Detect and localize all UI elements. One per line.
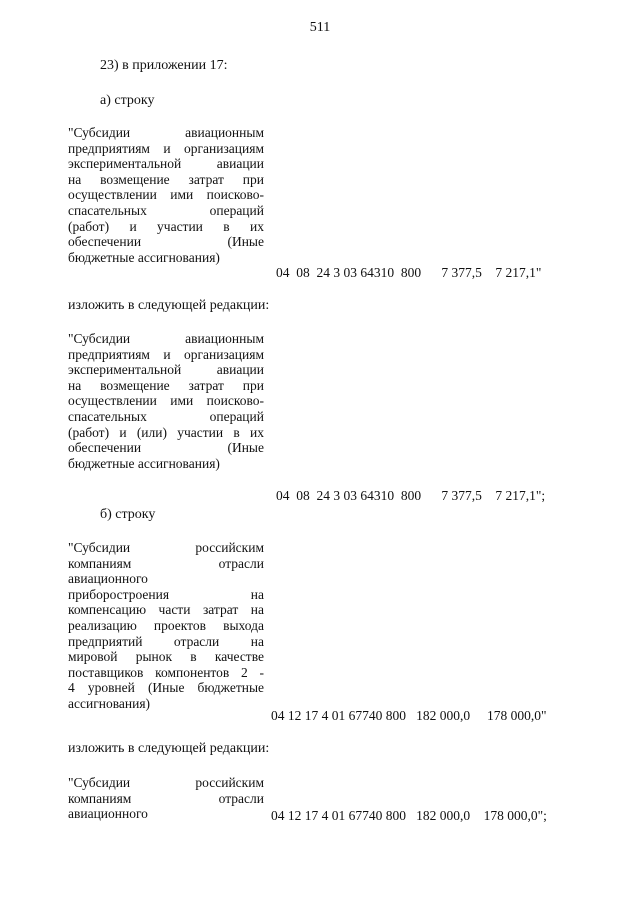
replace-phrase-1: изложить в следующей редакции: — [68, 298, 270, 313]
row-1-line: экспериментальной авиации — [68, 156, 264, 172]
row-1-line: осуществлении ими поисково- — [68, 187, 264, 203]
row-4-line: "Субсидии российским — [68, 775, 264, 790]
row-2-line: осуществлении ими поисково- — [68, 393, 264, 409]
item-intro: 23) в приложении 17: — [100, 58, 228, 73]
row-3-line: реализацию проектов выхода — [68, 617, 264, 633]
row-1-line: на возмещение затрат при — [68, 171, 264, 187]
row-1-line: "Субсидии авиационным — [68, 125, 264, 140]
row-2-line: предприятиям и организациям — [68, 346, 264, 362]
row-2-line: бюджетные ассигнования) — [68, 455, 220, 471]
row-3-line: авиационного — [68, 571, 148, 587]
row-3-line: "Субсидии российским — [68, 540, 264, 555]
row-2-line: "Субсидии авиационным — [68, 331, 264, 346]
row-4-codes: 04 12 17 4 01 67740 800 182 000,0 178 000,0"; — [271, 808, 547, 823]
row-3-codes: 04 12 17 4 01 67740 800 182 000,0 178 000,0" — [271, 708, 547, 723]
row-3-line: мировой рынок в качестве — [68, 649, 264, 665]
row-2-description — [68, 331, 264, 471]
row-3-line: предприятий отрасли на — [68, 633, 264, 649]
row-3-line: компенсацию части затрат на — [68, 602, 264, 618]
row-2-line: спасательных операций — [68, 408, 264, 424]
subitem-a: а) строку — [100, 93, 155, 108]
row-1-line: спасательных операций — [68, 202, 264, 218]
row-3-description — [68, 540, 264, 712]
row-4-line: компаниям отрасли — [68, 790, 264, 806]
row-3-line: ассигнования) — [68, 695, 151, 711]
row-2-line: экспериментальной авиации — [68, 362, 264, 378]
row-2-codes: 04 08 24 3 03 64310 800 7 377,5 7 217,1"; — [276, 488, 546, 503]
row-4-line: авиационного — [68, 806, 148, 822]
row-3-line: компаниям отрасли — [68, 555, 264, 571]
row-3-line: 4 уровней (Иные бюджетные — [68, 680, 264, 696]
row-1-line: обеспечении (Иные — [68, 234, 264, 250]
page-number: 511 — [309, 20, 331, 35]
row-4-description — [68, 775, 264, 822]
subitem-b: б) строку — [100, 507, 156, 522]
row-1-description — [68, 125, 264, 265]
row-1-line: предприятиям и организациям — [68, 140, 264, 156]
row-1-line: (работ) и участии в их — [68, 218, 264, 234]
replace-phrase-2: изложить в следующей редакции: — [68, 741, 270, 756]
row-1-codes: 04 08 24 3 03 64310 800 7 377,5 7 217,1" — [276, 265, 542, 280]
row-3-line: приборостроения на — [68, 586, 264, 602]
row-2-line: обеспечении (Иные — [68, 440, 264, 456]
row-2-line: на возмещение затрат при — [68, 377, 264, 393]
row-1-line: бюджетные ассигнования) — [68, 249, 220, 265]
row-3-line: поставщиков компонентов 2 - — [68, 664, 264, 680]
row-2-line: (работ) и (или) участии в их — [68, 424, 264, 440]
